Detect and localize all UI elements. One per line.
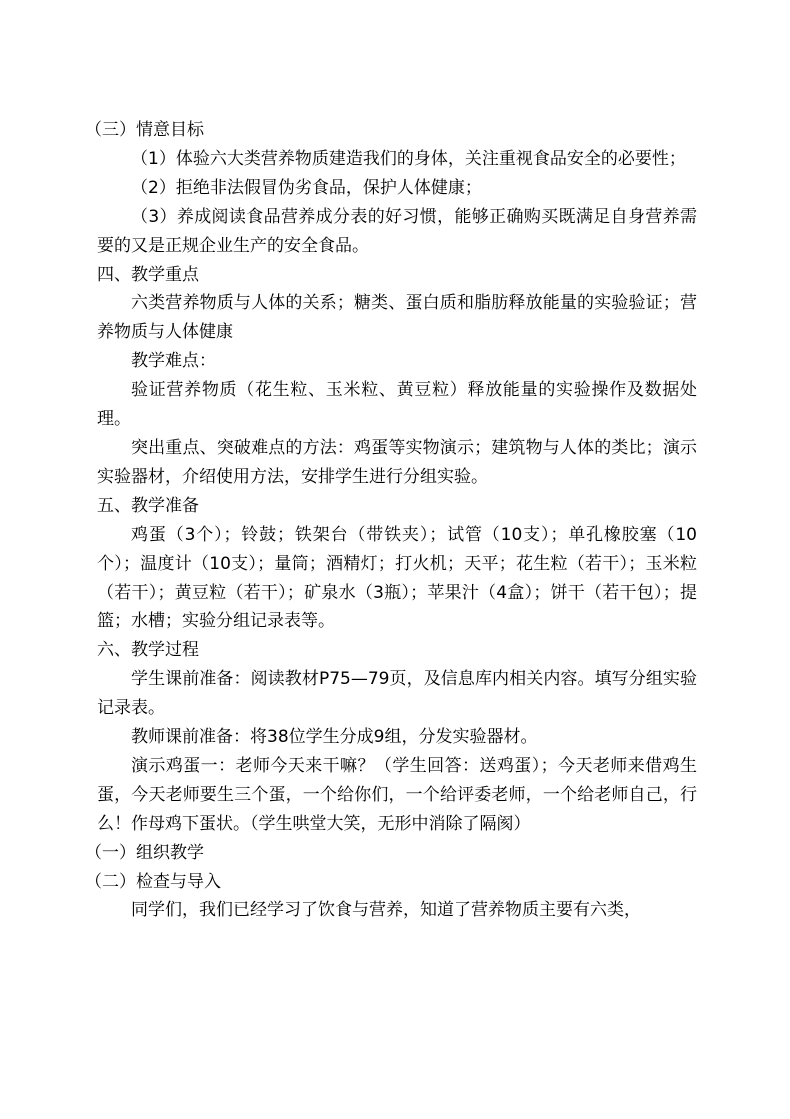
section-heading-process: 六、教学过程 (97, 640, 199, 661)
materials-list: 鸡蛋（3个）；铃鼓；铁架台（带铁夹）；试管（10支）；单孔橡胶塞（10个）；温度计（10支）；量筒；酒精灯；打火机；天平；花生粒（若干）；玉米粒（若干）；黄豆粒（若干）；矿泉水（3瓶）；苹果汁（4盒）；饼干（若干包）；提篮；水槽；实验分组记录表等。 (97, 524, 697, 632)
section-heading-key-points: 四、教学重点 (97, 264, 199, 285)
key-points-text: 六类营养物质与人体的关系；糖类、蛋白质和脂肪释放能量的实验验证；营养物质与人体健康 (97, 293, 697, 343)
goal-item-3: （3）养成阅读食品营养成分表的好习惯，能够正确购买既满足自身营养需要的又是正规企业生产的安全食品。 (97, 206, 697, 256)
section-heading-affective-goals: （三）情意目标 (85, 120, 204, 140)
goal-item-1: （1）体验六大类营养物质建造我们的身体，关注重视食品安全的必要性； (131, 148, 686, 169)
section-heading-preparation: 五、教学准备 (97, 495, 199, 516)
teacher-prep-text: 教师课前准备：将38位学生分成9组，分发实验器材。 (131, 727, 538, 748)
document-body (85, 116, 697, 925)
goal-item-2: （2）拒绝非法假冒伪劣食品，保护人体健康； (131, 177, 482, 198)
difficulty-label: 教学难点： (131, 351, 216, 372)
student-prep-text: 学生课前准备：阅读教材P75—79页，及信息库内相关内容。填写分组实验记录表。 (97, 669, 697, 719)
methods-text: 突出重点、突破难点的方法：鸡蛋等实物演示；建筑物与人体的类比；演示实验器材，介绍使用方法，安排学生进行分组实验。 (97, 437, 697, 487)
egg-demo-text: 演示鸡蛋一：老师今天来干嘛？（学生回答：送鸡蛋）；今天老师来借鸡生蛋，今天老师要生三个蛋，一个给你们，一个给评委老师，一个给老师自己，行么！作母鸡下蛋状。（学生哄堂大笑，无形中消除了隔阂） (97, 755, 697, 834)
subsection-heading-organize: （一）组织教学 (85, 842, 204, 863)
intro-text: 同学们，我们已经学习了饮食与营养，知道了营养物质主要有六类， (131, 900, 641, 921)
subsection-heading-review: （二）检查与导入 (85, 871, 221, 892)
difficulty-text: 验证营养物质（花生粒、玉米粒、黄豆粒）释放能量的实验操作及数据处理。 (97, 380, 697, 430)
